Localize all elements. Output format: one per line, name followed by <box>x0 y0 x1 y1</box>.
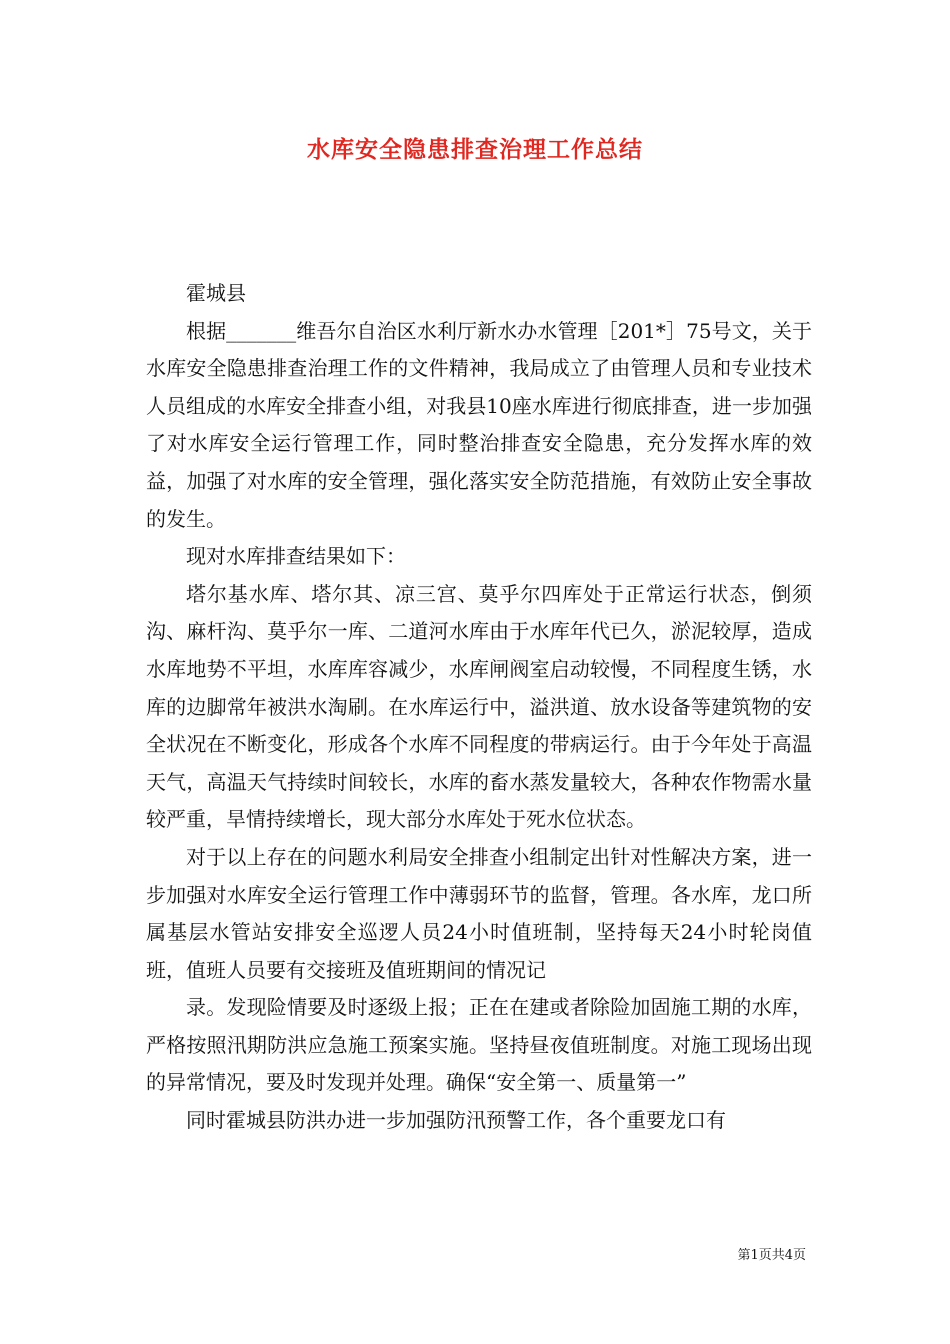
page-number: 第1页共4页 <box>737 1248 806 1263</box>
document-title: 水库安全隐患排查治理工作总结 <box>307 136 643 163</box>
paragraph-results-heading: 现对水库排查结果如下： <box>186 544 406 569</box>
document-body <box>146 275 812 1140</box>
paragraph-location: 霍城县 <box>186 281 246 305</box>
paragraph-reporting: 录。发现险情要及时逐级上报；正在在建或者除险加固施工期的水库，严格按照汛期防洪应急施工预案实施。坚持昼夜值班制度。对施工现场出现的异常情况，要及时发现并处理。确保“安全第一、质量第一” <box>146 995 812 1095</box>
paragraph-results: 塔尔基水库、塔尔其、凉三宫、莫乎尔四库处于正常运行状态，倒须沟、麻杆沟、莫乎尔一库、二道河水库由于水库年代已久，淤泥较厚，造成水库地势不平坦，水库库容减少，水库闸阀室启动较慢，不同程度生锈，水库的边脚常年被洪水淘刷。在水库运行中，溢洪道、放水设备等建筑物的安全状况在不断变化，形成各个水库不同程度的带病运行。由于今年处于高温天气，高温天气持续时间较长，水库的畜水蒸发量较大，各种农作物需水量较严重，旱情持续增长，现大部分水库处于死水位状态。 <box>146 581 812 832</box>
paragraph-solutions: 对于以上存在的问题水利局安全排查小组制定出针对性解决方案，进一步加强对水库安全运行管理工作中薄弱环节的监督，管理。各水库，龙口所属基层水管站安排安全巡逻人员24小时值班制，坚持每天24小时轮岗值班，值班人员要有交接班及值班期间的情况记 <box>146 844 812 982</box>
paragraph-intro: 根据_______维吾尔自治区水利厅新水办水管理［201*］75号文，关于水库安全隐患排查治理工作的文件精神，我局成立了由管理人员和专业技术人员组成的水库安全排查小组，对我县10座水库进行彻底排查，进一步加强了对水库安全运行管理工作，同时整治排查安全隐患，充分发挥水库的效益，加强了对水库的安全管理，强化落实安全防范措施，有效防止安全事故的发生。 <box>146 318 812 531</box>
paragraph-warning: 同时霍城县防洪办进一步加强防汛预警工作，各个重要龙口有 <box>186 1108 726 1133</box>
